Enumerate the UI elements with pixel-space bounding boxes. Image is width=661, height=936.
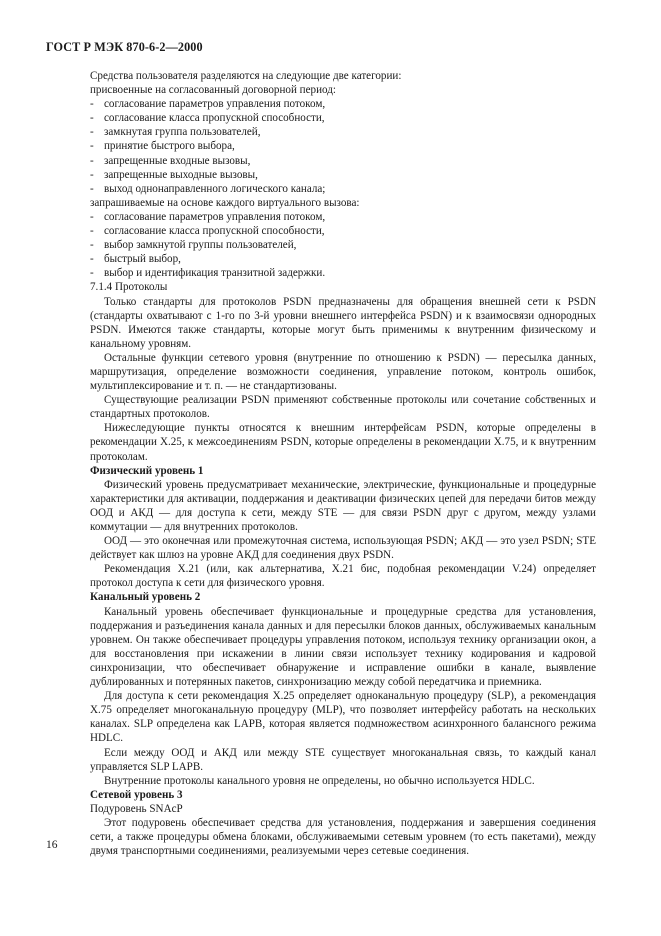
document-header: ГОСТ Р МЭК 870-6-2—2000	[46, 40, 203, 54]
list-item-text: запрещенные входные вызовы,	[104, 154, 251, 167]
list-item-text: согласование класса пропускной способности,	[104, 112, 325, 125]
level3-heading: Сетевой уровень 3	[90, 788, 183, 801]
level2-heading: Канальный уровень 2	[90, 591, 201, 604]
sublevel-heading: Подуровень SNAcP	[90, 802, 183, 815]
list-dash: -	[90, 168, 94, 181]
list-item	[90, 224, 596, 238]
list-item	[90, 266, 596, 280]
paragraph: Только стандарты для протоколов PSDN предназначены для обращения внешней сети к PSDN (стандарты охватывают с 1-го по 3-й уровни внешнего интерфейса PSDN) и к взаимосвязи однородных PSDN. Имеются также стандарты, которые могут быть применимы к внутренним физическому и канальному уровням.	[90, 295, 596, 350]
list-item-text: согласование параметров управления потоком,	[104, 210, 326, 223]
list-item	[90, 139, 596, 153]
paragraph: Рекомендация X.21 (или, как альтернатива, X.21 бис, подобная рекомендации V.24) определяет протокол доступа к сети для физического уровня.	[90, 563, 596, 590]
list-dash: -	[90, 210, 94, 223]
list-dash: -	[90, 239, 94, 252]
list-item-text: запрещенные выходные вызовы,	[104, 168, 258, 181]
list-item-text: согласование класса пропускной способности,	[104, 225, 325, 238]
list-dash: -	[90, 140, 94, 153]
paragraph: ООД — это оконечная или промежуточная система, использующая PSDN; АКД — это узел PSDN; STE действует как шлюз на уровне АКД для соединения двух PSDN.	[90, 535, 596, 562]
list-item-text: замкнутая группа пользователей,	[104, 126, 261, 139]
list-item	[90, 125, 596, 139]
list-dash: -	[90, 267, 94, 280]
list-item	[90, 154, 596, 168]
list-item	[90, 210, 596, 224]
paragraph: Этот подуровень обеспечивает средства для установления, поддержания и завершения соединения сети, а также процедуры обмена блоками, обслуживаемыми сетевым уровнем (то есть пакетами), между двумя транспортными соединениями, реализуемыми через сетевые соединения.	[90, 816, 596, 858]
paragraph: Канальный уровень обеспечивает функциональные и процедурные средства для установления, поддержания и разъединения канала данных и для пересылки блоков данных, обслуживаемых канальным уровнем. Он также обеспечивает процедуры управления потоком, используя технику организации окон, а для восстановления при искажении в линии связи использует технику кодирования и кадровой синхронизации, что обеспечивает обнаружение и исправление ошибки в канале, выявление дублированных и потерянных пакетов, синхронизацию между собой передатчика и приемника.	[90, 605, 596, 689]
list-dash: -	[90, 98, 94, 111]
group2-list	[90, 210, 596, 280]
list-dash: -	[90, 126, 94, 139]
group2-title: запрашиваемые на основе каждого виртуального вызова:	[90, 196, 360, 209]
list-dash: -	[90, 112, 94, 125]
section-title: 7.1.4 Протоколы	[90, 281, 168, 294]
list-item	[90, 111, 596, 125]
list-dash: -	[90, 225, 94, 238]
paragraph: Существующие реализации PSDN применяют собственные протоколы или сочетание собственных и стандартных протоколов.	[90, 394, 596, 421]
paragraph: Остальные функции сетевого уровня (внутренние по отношению к PSDN) — пересылка данных, маршрутизация, определение возможности соединения, управление потоком, контроль ошибок, мультиплексирование и т. п. — не стандартизованы.	[90, 351, 596, 393]
list-item	[90, 182, 596, 196]
list-item	[90, 168, 596, 182]
list-item	[90, 238, 596, 252]
list-item-text: быстрый выбор,	[104, 253, 181, 266]
paragraph: Для доступа к сети рекомендация X.25 определяет одноканальную процедуру (SLP), а рекомендация X.75 определяет многоканальную процедуру (MLP), что позволяет интерфейсу работать на нескольких каналах. SLP определена как LAPB, которая является подмножеством асинхронного балансного режима HDLC.	[90, 690, 596, 745]
intro-text: Средства пользователя разделяются на следующие две категории:	[90, 70, 402, 82]
paragraph: Нижеследующие пункты относятся к внешним интерфейсам PSDN, которые определены в рекомендации X.25, к межсоединениям PSDN, которые определены в рекомендации X.75, и к внутренним протоколам.	[90, 422, 596, 463]
list-item-text: принятие быстрого выбора,	[104, 140, 235, 153]
paragraph: Внутренние протоколы канального уровня не определены, но обычно используется HDLC.	[104, 774, 535, 787]
paragraph: Физический уровень предусматривает механические, электрические, функциональные и процедурные характеристики для активации, поддержания и деактивации физических цепей для передачи битов между ООД и АКД — для доступа к сети, между STE — для связи PSDN друг с другом, между узлами коммутации — для внутренних протоколов.	[90, 478, 596, 533]
list-item-text: выбор и идентификация транзитной задержки.	[104, 267, 326, 280]
list-item-text: выбор замкнутой группы пользователей,	[104, 239, 297, 252]
list-item	[90, 97, 596, 111]
list-dash: -	[90, 182, 94, 195]
document-body	[90, 69, 596, 858]
list-dash: -	[90, 253, 94, 266]
list-item-text: согласование параметров управления потоком,	[104, 98, 326, 111]
group1-list	[90, 97, 596, 196]
level1-heading: Физический уровень 1	[90, 464, 204, 477]
page-number: 16	[46, 839, 58, 851]
group1-title: присвоенные на согласованный договорной период:	[90, 84, 336, 97]
list-dash: -	[90, 154, 94, 167]
paragraph: Если между ООД и АКД или между STE существует многоканальная связь, то каждый канал управляется SLP LAPB.	[90, 746, 596, 773]
list-item	[90, 252, 596, 266]
list-item-text: выход однонаправленного логического канала;	[104, 182, 326, 195]
